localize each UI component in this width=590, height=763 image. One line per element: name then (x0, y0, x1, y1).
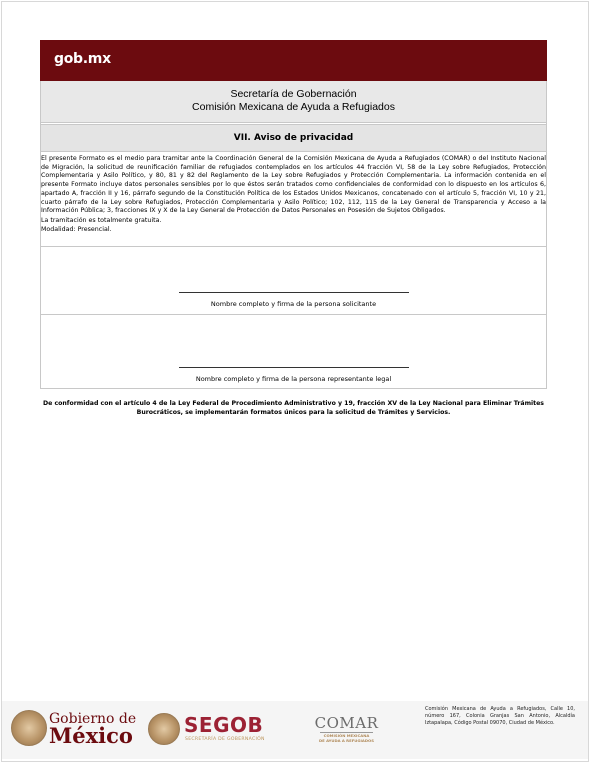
applicant-signature-box (41, 246, 546, 314)
mexico-text: México (49, 723, 133, 748)
legal-notice-line1: De conformidad con el artículo 4 de la Ley Federal de Procedimiento Administrativo y 19, fracción XV de la Ley Nacional para Eliminar Trámites (43, 400, 544, 407)
legal-notice (40, 399, 547, 417)
comar-subtitle-line2: DE AYUDA A REFUGIADOS (319, 737, 374, 743)
gob-mx-logo[interactable]: gob.mx (54, 51, 111, 67)
segob-logo: SEGOB (184, 713, 264, 737)
gob-header-bar (40, 40, 547, 81)
comar-subtitle (313, 734, 380, 743)
free-note: La tramitación es totalmente gratuita. (41, 217, 162, 225)
applicant-signature-line[interactable] (179, 292, 409, 293)
agency-header (41, 81, 546, 123)
gobierno-de-mexico-logo (49, 710, 137, 748)
modality-note: Modalidad: Presencial. (41, 226, 112, 234)
footer (2, 701, 588, 759)
segob-seal-icon (148, 713, 180, 745)
footer-address: Comisión Mexicana de Ayuda a Refugiados, Calle 10, número 167, Colonia Granjas San Antonio, Alcaldía Iztapalapa, Código Postal 09070, Ciudad de México. (425, 706, 575, 726)
applicant-signature-label: Nombre completo y firma de la persona solicitante (210, 300, 377, 308)
privacy-notice-body (41, 155, 546, 235)
privacy-paragraph: El presente Formato es el medio para tramitar ante la Coordinación General de la Comisión Mexicana de Ayuda a Refugiados (COMAR) o del Instituto Nacional de Migración, la solicitud de reunificación familiar de refugiados contemplados en los artículos 44 fracción VI, 58 de la Ley sobre Refugiados, Protección Complementaria y Asilo Político, y 80, 81 y 82 del Reglamento de la Ley sobre Refugiados y Protección Complementaria. La información contenida en el presente Formato incluye datos personales sensibles por lo que éstos serán tratados como confidenciales de conformidad con lo dispuesto en los artículos 6, apartado A, fracción II y 16, párrafo segundo de la Constitución Política de los Estados Unidos Mexicanos, concatenado con el artículo 5, fracción VI, 10 y 21, cuarto párrafo de la Ley sobre Refugiados, Protección Complementaria y Asilo Político; 102, 112, 115 de la Ley General de Transparencia y Acceso a la Información Pública; 3, fracciones IX y X de la Ley General de Protección de Datos Personales en Posesión de Sujetos Obligados. (41, 155, 546, 215)
mexico-seal-icon (11, 710, 47, 746)
representative-signature-label: Nombre completo y firma de la persona representante legal (195, 375, 392, 383)
section-title: VII. Aviso de privacidad (41, 124, 546, 152)
representative-signature-line[interactable] (179, 367, 409, 368)
secretaria-title: Secretaría de Gobernación (230, 88, 357, 100)
gobierno-de-text: Gobierno de (49, 711, 137, 727)
segob-subtitle: SECRETARÍA DE GOBERNACIÓN (185, 737, 265, 742)
comision-title: Comisión Mexicana de Ayuda a Refugiados (192, 100, 395, 113)
legal-notice-line2: Burocráticos, se implementarán formatos únicos para la solicitud de Trámites y Servicios. (136, 409, 451, 416)
representative-signature-box (41, 314, 546, 389)
comar-logo: COMAR (314, 714, 379, 732)
comar-subtitle-line1: COMISIÓN MEXICANA (323, 733, 370, 738)
